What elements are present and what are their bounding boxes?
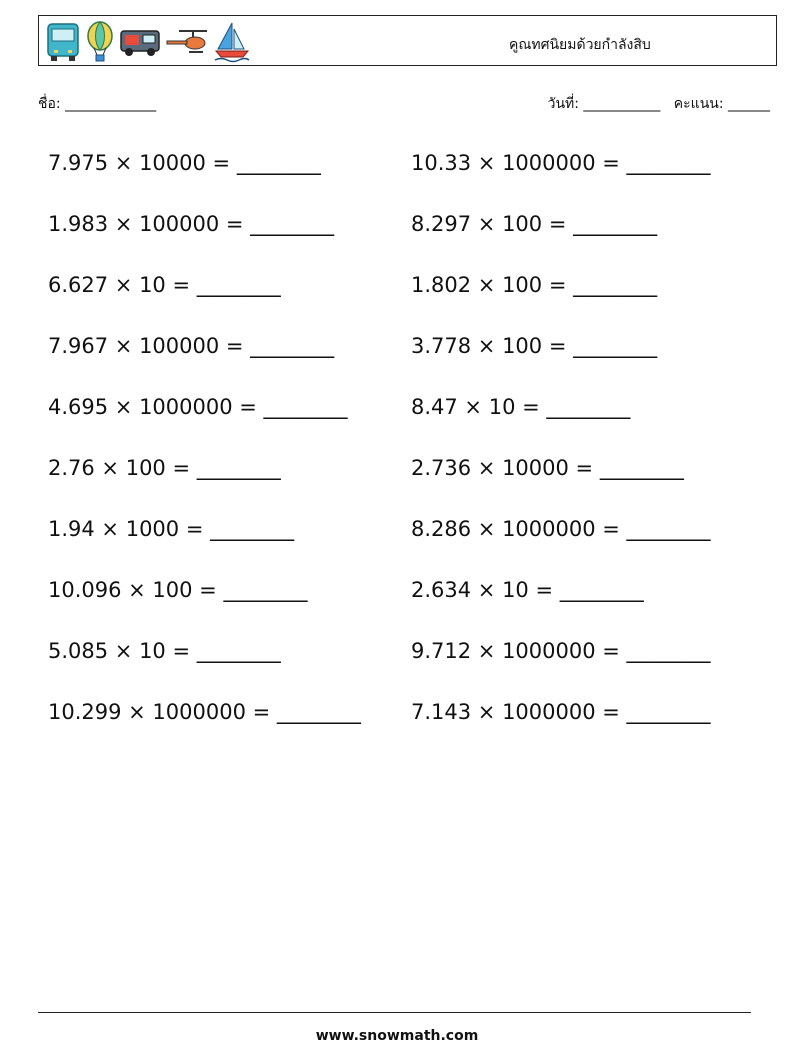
problem-item: 1.94 × 1000 = ________	[48, 517, 295, 541]
date-field: วันที่: ___________	[547, 96, 661, 112]
problem-item: 1.802 × 100 = ________	[411, 273, 658, 297]
problem-grid	[48, 145, 768, 755]
header-icons	[45, 20, 251, 64]
problem-item: 1.983 × 100000 = ________	[48, 212, 335, 236]
worksheet-header	[38, 15, 777, 66]
problem-item: 6.627 × 10 = ________	[48, 273, 281, 297]
problem-item: 8.286 × 1000000 = ________	[411, 517, 711, 541]
score-field: คะแนน: ______	[673, 96, 770, 112]
problem-item: 10.33 × 1000000 = ________	[411, 151, 711, 175]
footer-divider	[38, 1012, 751, 1013]
problem-item: 5.085 × 10 = ________	[48, 639, 281, 663]
problem-item: 2.634 × 10 = ________	[411, 578, 644, 602]
problem-item: 10.299 × 1000000 = ________	[48, 700, 361, 724]
worksheet-title: คูณทศนิยมด้วยกำลังสิบ	[509, 37, 651, 53]
name-field: ชื่อ: _____________	[38, 96, 157, 112]
problem-item: 8.47 × 10 = ________	[411, 395, 631, 419]
problem-item: 3.778 × 100 = ________	[411, 334, 658, 358]
hot-air-balloon-icon	[85, 21, 115, 63]
sailboat-icon	[213, 21, 251, 63]
footer-website: www.snowmath.com	[315, 1028, 479, 1044]
problem-item: 2.76 × 100 = ________	[48, 456, 281, 480]
bus-icon	[45, 22, 81, 62]
problem-item: 8.297 × 100 = ________	[411, 212, 658, 236]
problem-item: 4.695 × 1000000 = ________	[48, 395, 348, 419]
camper-van-icon	[119, 25, 161, 59]
problem-item: 9.712 × 1000000 = ________	[411, 639, 711, 663]
problem-item: 7.975 × 10000 = ________	[48, 151, 321, 175]
date-score-fields	[548, 93, 770, 115]
problem-item: 2.736 × 10000 = ________	[411, 456, 684, 480]
problem-item: 10.096 × 100 = ________	[48, 578, 308, 602]
helicopter-icon	[165, 27, 209, 57]
problem-item: 7.967 × 100000 = ________	[48, 334, 335, 358]
problem-item: 7.143 × 1000000 = ________	[411, 700, 711, 724]
